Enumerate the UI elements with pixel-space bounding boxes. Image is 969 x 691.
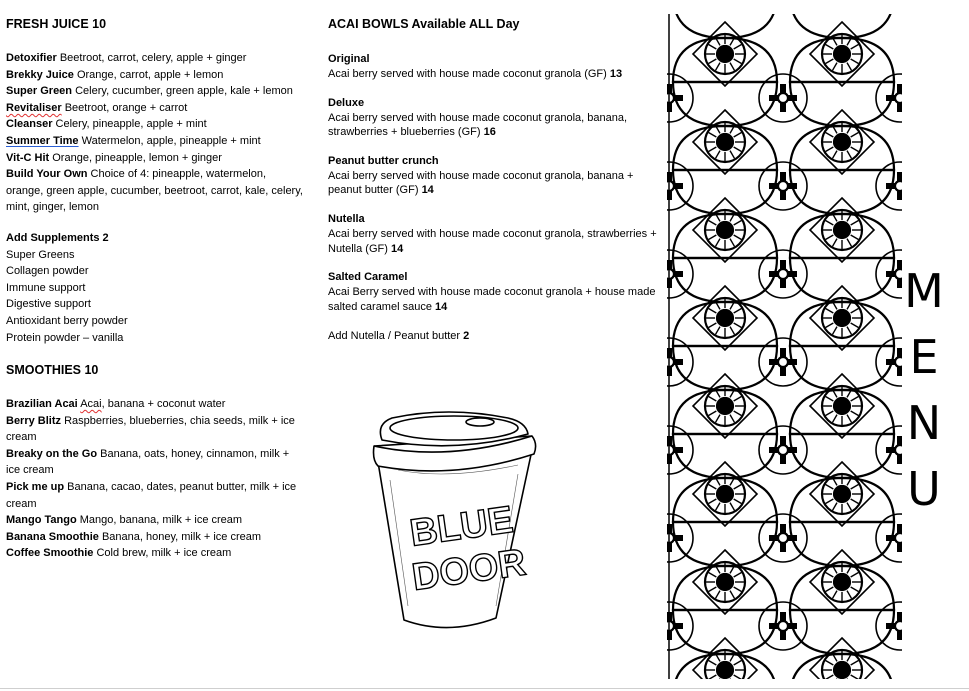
acai-addon: Add Nutella / Peanut butter 2 — [328, 330, 470, 343]
juice-item: Brekky Juice Orange, carrot, apple + lemon — [6, 68, 224, 81]
supplement-item: Digestive support — [6, 298, 91, 311]
acai-bowl-item: Original Acai berry served with house made coconut granola (GF) 13 — [328, 53, 623, 80]
acai-bowls-title: ACAI BOWLS Available ALL Day — [328, 17, 520, 31]
left-column — [6, 16, 306, 562]
smoothies-title: SMOOTHIES 10 — [6, 363, 99, 378]
supplement-item: Collagen powder — [6, 265, 89, 278]
juice-item: Summer Time Watermelon, apple, pineapple + mint — [6, 134, 261, 147]
smoothie-item: Breaky on the Go Banana, oats, honey, cinnamon, milk + ice cream — [6, 447, 290, 477]
supplement-item: Immune support — [6, 281, 86, 294]
page-bottom-divider — [0, 688, 969, 689]
cup-brand-line2: DOOR — [409, 541, 529, 600]
smoothie-item: Berry Blitz Raspberries, blueberries, chia seeds, milk + ice cream — [6, 414, 295, 444]
decorative-tile-pattern — [667, 14, 902, 679]
coffee-cup-illustration — [368, 410, 544, 636]
smoothie-item: Banana Smoothie Banana, honey, milk + ice cream — [6, 530, 262, 543]
juice-item: Detoxifier Beetroot, carrot, celery, apple + ginger — [6, 52, 247, 64]
supplement-item: Super Greens — [6, 248, 75, 261]
middle-column — [328, 16, 658, 345]
acai-bowl-item: Deluxe Acai berry served with house made coconut granola, banana, strawberries + blueberries (GF) 16 — [328, 96, 628, 139]
acai-bowl-item: Nutella Acai berry served with house made coconut granola, strawberries + Nutella (GF) 14 — [328, 212, 657, 255]
menu-letter: U — [907, 462, 941, 516]
juice-item: Super Green Celery, cucumber, green apple, kale + lemon — [6, 85, 293, 98]
supplement-item: Protein powder – vanilla — [6, 331, 124, 344]
smoothie-item: Pick me up Banana, cacao, dates, peanut butter, milk + ice cream — [6, 481, 297, 510]
juice-item: Build Your Own Choice of 4: pineapple, watermelon, orange, green apple, cucumber, beetroot, carrot, kale, celery, mint, ginger, lemon — [6, 168, 303, 214]
menu-letter: N — [906, 396, 942, 450]
menu-vertical-title — [898, 258, 950, 522]
fresh-juice-title: FRESH JUICE 10 — [6, 17, 107, 31]
menu-letter: E — [909, 330, 939, 384]
smoothie-item: Brazilian Acai Acai, banana + coconut water — [6, 398, 226, 411]
smoothie-item: Mango Tango Mango, banana, milk + ice cream — [6, 514, 243, 527]
supplements-title: Add Supplements 2 — [6, 231, 109, 244]
juice-item: Revitaliser Beetroot, orange + carrot — [6, 101, 188, 114]
juice-item: Vit-C Hit Orange, pineapple, lemon + ginger — [6, 151, 222, 164]
supplement-item: Antioxidant berry powder — [6, 314, 128, 327]
menu-letter: M — [904, 264, 944, 318]
juice-item: Cleanser Celery, pineapple, apple + mint — [6, 118, 207, 131]
acai-bowl-item: Peanut butter crunch Acai berry served with house made coconut granola, banana + peanut butter (GF) 14 — [328, 154, 634, 197]
cup-brand-line1: BLUE — [407, 498, 516, 555]
smoothie-item: Coffee Smoothie Cold brew, milk + ice cream — [6, 547, 232, 560]
acai-bowl-item: Salted Caramel Acai Berry served with house made coconut granola + house made salted caramel sauce 14 — [328, 271, 656, 313]
